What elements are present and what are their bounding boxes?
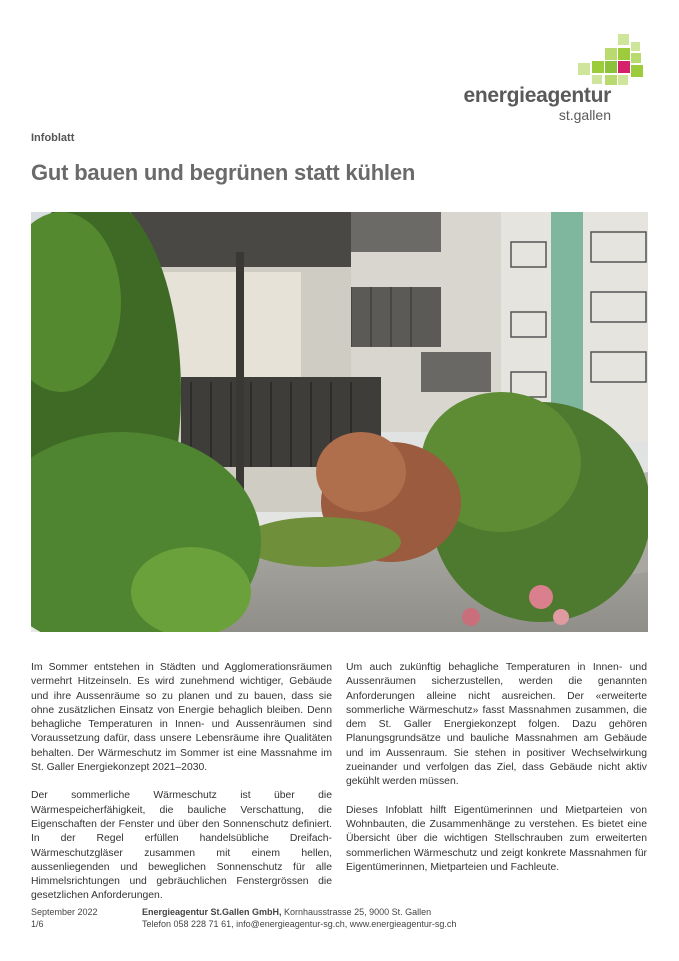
page-title: Gut bauen und begrünen statt kühlen bbox=[31, 160, 416, 185]
footer-address: Kornhausstrasse 25, 9000 St. Gallen bbox=[281, 907, 432, 917]
page-number: 1/6 bbox=[31, 919, 44, 929]
document-type-label: Infoblatt bbox=[31, 132, 75, 144]
paragraph: Um auch zukünftig behagliche Temperaturen in Innen- und Aussenräumen sicherzustellen, werden die genannten Anforderungen alleine nicht ausreichen. Der «erweiterte sommerliche Wärmeschutz» fasst Massnahmen zusammen, die dem St. Galler Energiekonzept folgen. Dazu gehören Planungsgrundsätze und bauliche Massnahmen am Gebäude und im Aussenraum. Sie stehen in positiver Wechselwirkung zueinander und verfolgen das Ziel, dass Gebäude nicht aktiv gekühlt werden müssen. bbox=[346, 662, 647, 788]
logo-name: energieagentur bbox=[463, 84, 611, 107]
footer-contact-line: Telefon 058 228 71 61, info@energieagentur-sg.ch, www.energieagentur-sg.ch bbox=[142, 919, 457, 929]
paragraph: Dieses Infoblatt hilft Eigentümerinnen und Mietparteien von Wohnbauten, die Zusammenhänge zu verstehen. Es bietet eine Übersicht über die wichtigen Stellschrauben zum erweiterten sommerlichen Wärmeschutz und zeigt konkrete Massnahmen für Eigentümerinnen, Mietparteien und Fachleute. bbox=[346, 804, 647, 873]
paragraph: Der sommerliche Wärmeschutz ist über die Wärmespeicherfähigkeit, die bauliche Verschattung, die Eigenschaften der Fenster und über den Sonnenschutz definiert. In der Regel erfüllen handelsübliche Dreifach-Wärmeschutzgläser zusammen mit einem hellen, aussenliegenden und beweglichen Sonnenschutz für alle Himmelsrichtungen und gebräuchlichen Fenstergrössen die gesetzlichen Anforderungen. bbox=[31, 790, 332, 902]
footer-date: September 2022 bbox=[31, 907, 98, 917]
paragraph: Im Sommer entstehen in Städten und Agglomerationsräumen vermehrt Hitzeinseln. Es wird zunehmend wichtiger, Gebäude und ihre Aussenräume so zu planen und zu bauen, dass sie ohne zusätzlichen Einsatz von Energie behaglich bleiben. Denn behagliche Temperaturen in Innen- und Aussenräumen sind Voraussetzung dafür, dass unsere Lebensräume ihre Qualitäten behalten. Der Wärmeschutz im Sommer ist eine Massnahme im St. Galler Energiekonzept 2021–2030. bbox=[31, 662, 332, 774]
body-column-right bbox=[346, 661, 647, 889]
photo-courtyard-balconies-garden-icon bbox=[31, 212, 648, 632]
footer-contact bbox=[142, 906, 456, 930]
footer-meta bbox=[31, 906, 98, 930]
logo-subname: st.gallen bbox=[558, 107, 611, 123]
logo bbox=[455, 34, 655, 124]
footer-organization: Energieagentur St.Gallen GmbH, bbox=[142, 907, 282, 917]
body-column-left bbox=[31, 661, 332, 918]
